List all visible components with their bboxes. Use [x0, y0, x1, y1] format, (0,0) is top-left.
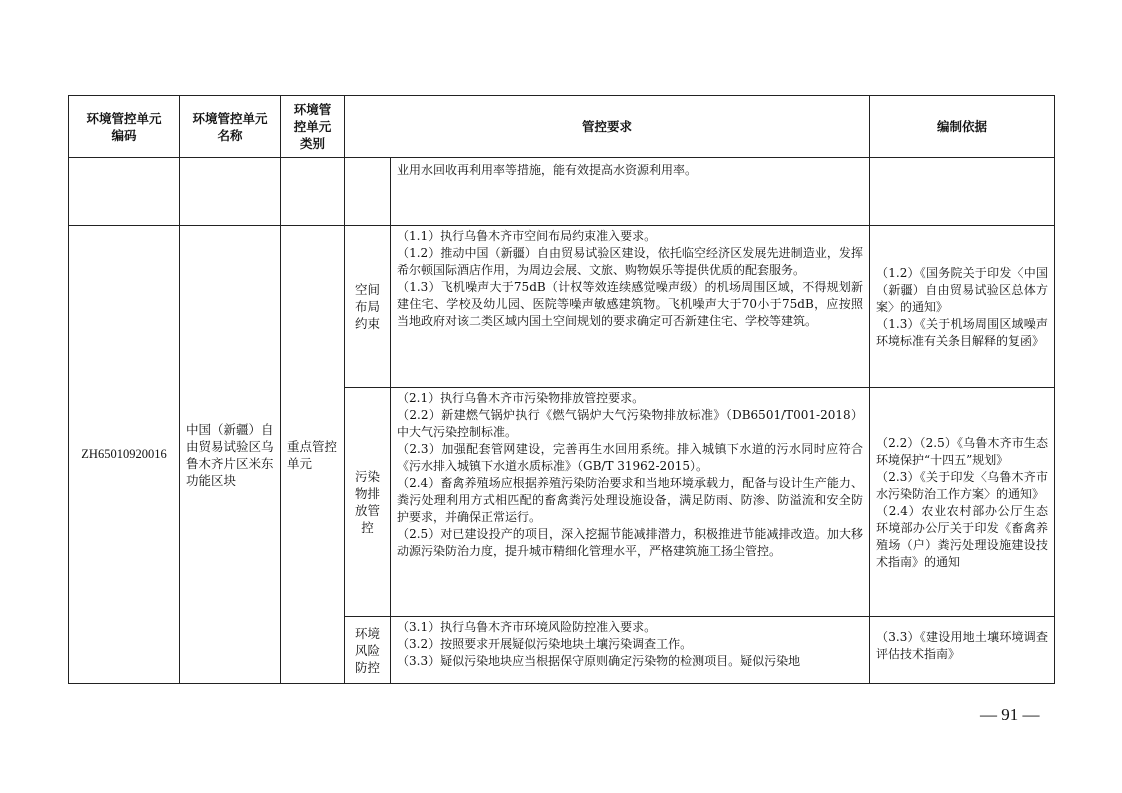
requirement-item: （1.2）推动中国（新疆）自由贸易试验区建设，依托临空经济区发展先进制造业，发挥希尔顿国际酒店作用，为周边会展、文旅、购物娱乐等提供优质的配套服务。 [397, 246, 864, 277]
basis-risk [870, 617, 1055, 684]
requirements-spatial [391, 226, 870, 388]
requirement-item: （3.2）按照要求开展疑似污染地块土壤污染调查工作。 [397, 637, 693, 651]
header-name: 环境管控单元名称 [180, 96, 281, 158]
requirements-risk [391, 617, 870, 684]
section-title-spatial: 空间布局约束 [345, 226, 391, 388]
table-header-row [69, 96, 1055, 158]
basis-item: （1.2）《国务院关于印发〈中国（新疆）自由贸易试验区总体方案〉的通知》 [876, 265, 1049, 314]
control-unit-table [68, 95, 1055, 684]
unit-category: 重点管控单元 [281, 226, 345, 684]
header-requirements: 管控要求 [345, 96, 870, 158]
requirement-item: （3.3）疑似污染地块应当根据保守原则确定污染物的检测项目。疑似污染地 [397, 654, 801, 668]
basis-item: （2.3）《关于印发〈乌鲁木齐市水污染防治工作方案〉的通知》 [876, 469, 1049, 501]
continued-text: 业用水回收再利用率等措施，能有效提高水资源利用率。 [397, 163, 698, 177]
basis-item: （2.4）农业农村部办公厅生态环境部办公厅关于印发《畜禽养殖场（户）粪污处理设施建设技术指南》的通知 [876, 503, 1049, 569]
continued-sub-cell [345, 158, 391, 226]
unit-name: 中国（新疆）自由贸易试验区乌鲁木齐片区米东功能区块 [180, 226, 281, 684]
unit-code: ZH65010920016 [69, 226, 180, 684]
page-number: — 91 — [980, 705, 1040, 724]
basis-spatial [870, 226, 1055, 388]
requirement-item: （1.1）执行乌鲁木齐市空间布局约束准入要求。 [397, 229, 657, 243]
requirement-item: （2.5）对已建设投产的项目，深入挖掘节能减排潜力，积极推进节能减排改造。加大移动源污染防治力度，提升城市精细化管理水平，严格建筑施工扬尘管控。 [397, 527, 864, 558]
header-category: 环境管控单元类别 [281, 96, 345, 158]
requirement-item: （1.3）飞机噪声大于75dB（计权等效连续感觉噪声级）的机场周围区域，不得规划新建住宅、学校及幼儿园、医院等噪声敏感建筑物。飞机噪声大于70小于75dB，应按照当地政府对该二类区域内国土空间规划的要求确定可否新建住宅、学校等建筑。 [397, 280, 864, 328]
header-code: 环境管控单元编码 [69, 96, 180, 158]
requirement-item: （2.1）执行乌鲁木齐市污染物排放管控要求。 [397, 391, 645, 405]
requirement-item: （2.2）新建燃气锅炉执行《燃气锅炉大气污染物排放标准》（DB6501/T001-2018）中大气污染控制标准。 [397, 408, 864, 439]
requirement-item: （3.1）执行乌鲁木齐市环境风险防控准入要求。 [397, 620, 657, 634]
basis-pollution [870, 388, 1055, 617]
continued-row [69, 158, 1055, 226]
continued-basis-cell [870, 158, 1055, 226]
basis-item: （3.3）《建设用地土壤环境调查评估技术指南》 [876, 630, 1049, 661]
requirement-item: （2.4）畜禽养殖场应根据养殖污染防治要求和当地环境承载力，配备与设计生产能力、粪污处理利用方式相匹配的畜禽粪污处理设施设备，满足防雨、防渗、防溢流和安全防护要求，并确保正常运行。 [397, 476, 864, 524]
continued-name-cell [180, 158, 281, 226]
requirements-pollution [391, 388, 870, 617]
section-title-risk: 环境风险防控 [345, 617, 391, 684]
section-row-spatial [69, 226, 1055, 388]
header-basis: 编制依据 [870, 96, 1055, 158]
basis-item: （1.3）《关于机场周围区域噪声环境标准有关条目解释的复函》 [876, 316, 1049, 348]
continued-category-cell [281, 158, 345, 226]
basis-item: （2.2）（2.5）《乌鲁木齐市生态环境保护“十四五”规划》 [876, 435, 1049, 467]
requirement-item: （2.3）加强配套管网建设，完善再生水回用系统。排入城镇下水道的污水同时应符合《污水排入城镇下水道水质标准》（GB/T 31962-2015）。 [397, 442, 864, 473]
continued-code-cell [69, 158, 180, 226]
section-title-pollution: 污染物排放管控 [345, 388, 391, 617]
continued-requirement [391, 158, 870, 226]
